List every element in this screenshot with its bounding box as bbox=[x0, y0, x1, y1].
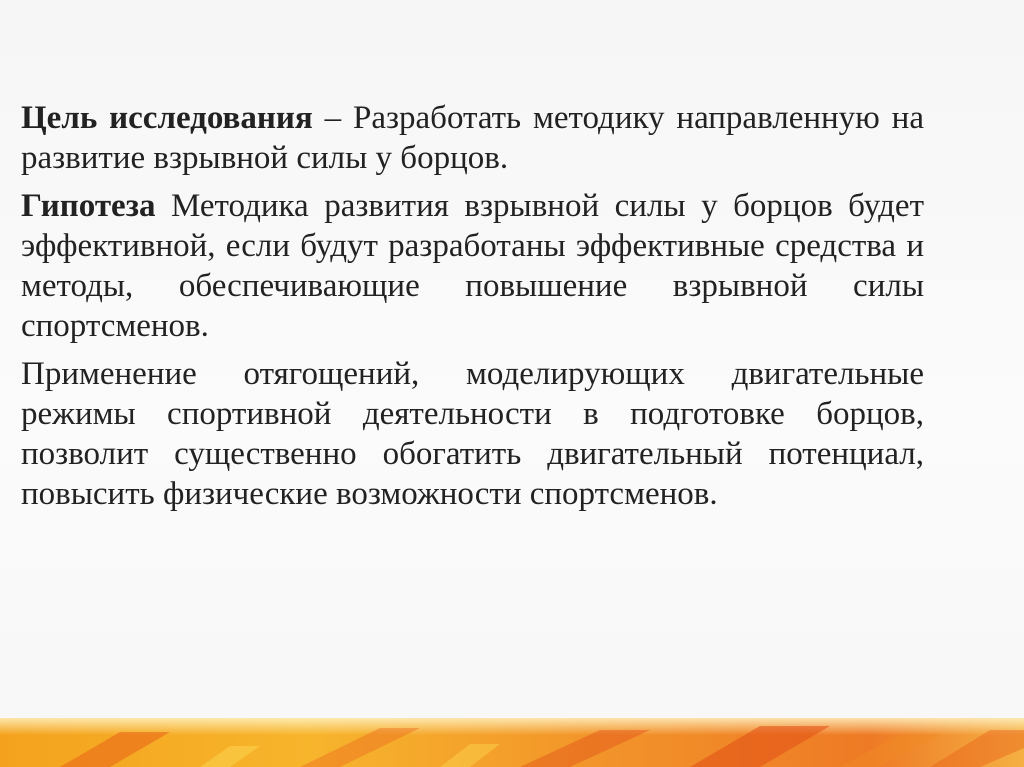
decorative-bottom-band bbox=[0, 718, 1024, 767]
slide-body bbox=[21, 98, 924, 522]
hypothesis-paragraph bbox=[21, 186, 924, 346]
application-text: Применение отягощений, моделирующих двигательные режимы спортивной деятельности в подготовке борцов, позволит существенно обогатить двигательный потенциал, повысить физические возможности спортсменов. bbox=[21, 356, 924, 512]
hypothesis-text: Методика развития взрывной силы у борцов будет эффективной, если будут разработаны эффективные средства и методы, обеспечивающие повышение взрывной силы спортсменов. bbox=[21, 188, 924, 344]
research-goal-term: Цель исследования bbox=[21, 100, 313, 136]
research-goal-paragraph bbox=[21, 98, 924, 178]
application-paragraph bbox=[21, 354, 924, 514]
research-goal-text: – Разработать методику направленную на развитие взрывной силы у борцов. bbox=[21, 100, 924, 176]
hypothesis-term: Гипотеза bbox=[21, 188, 156, 224]
